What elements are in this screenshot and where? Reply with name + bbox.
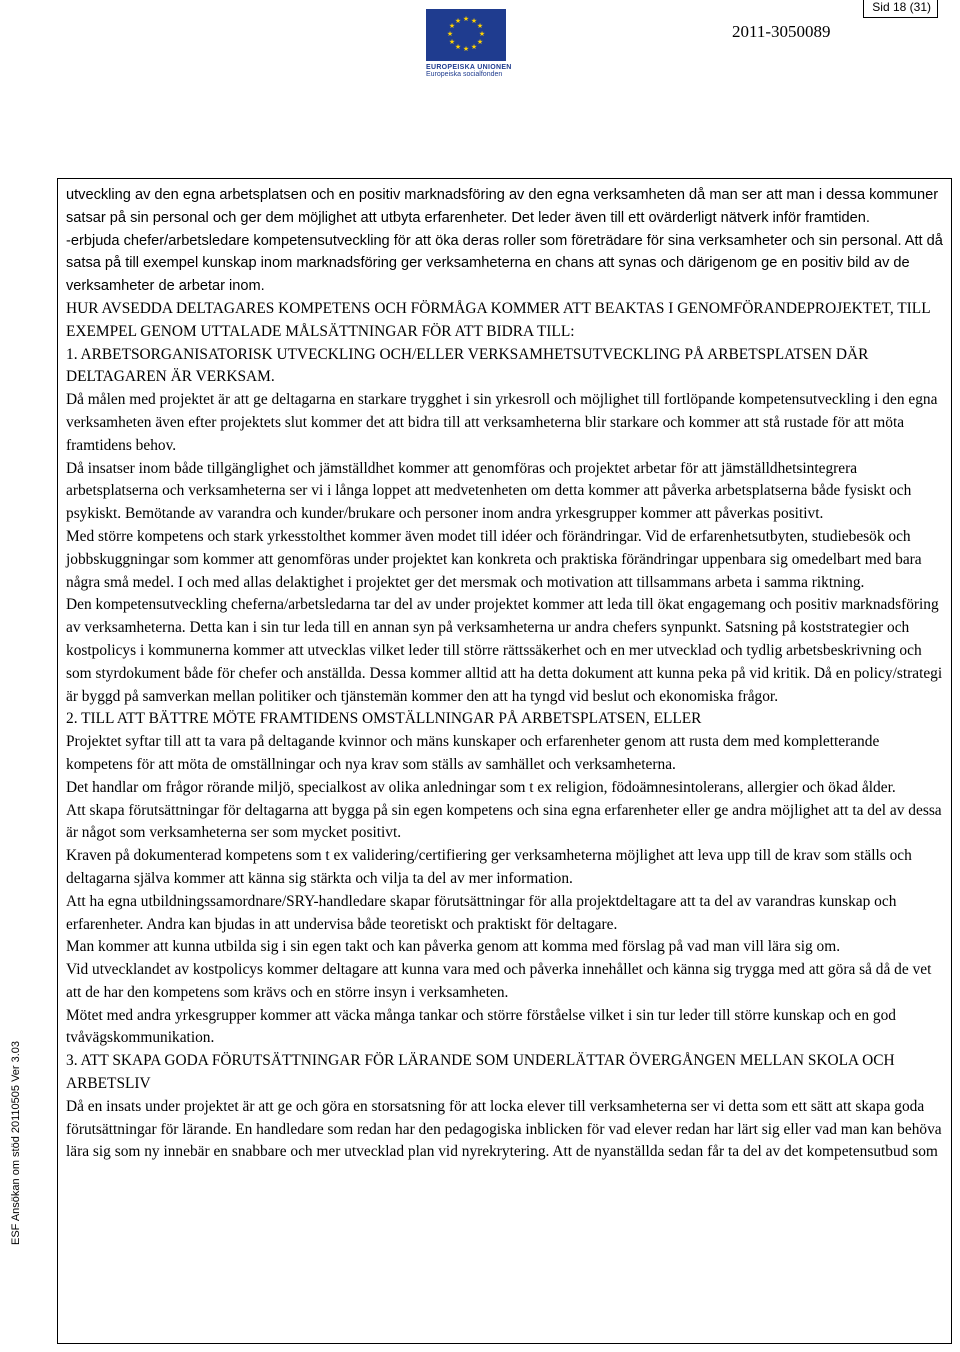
paragraph: Det handlar om frågor rörande miljö, specialkost av olika anledningar som t ex religion, födoämnesintolerans, allergier och ökad ålder.	[66, 778, 896, 796]
paragraph: Då insatser inom både tillgänglighet och jämställdhet kommer att genomföras och projektet arbetar för att jämställdhetsintegrera arbetsplatserna och verksamheterna ser vi i långa loppet att medvetenheten om detta kommer att påverka arbetsplatserna både fysiskt och psykiskt. Bemötande av varandra och kunder/brukare och personer inom andra yrkesgrupper kommer att påverkas positivt.	[66, 459, 912, 523]
paragraph: HUR AVSEDDA DELTAGARES KOMPETENS OCH FÖRMÅGA KOMMER ATT BEAKTAS I GENOMFÖRANDEPROJEKTET, TILL EXEMPEL GENOM UTTALADE MÅLSÄTTNINGAR FÖR ATT BIDRA TILL:	[66, 299, 931, 340]
paragraph: Projektet syftar till att ta vara på deltagande kvinnor och mäns kunskaper och erfarenheter genom att rusta dem med kompletterande kompetens för att möta de omställningar och nya krav som ställs av samhället och verksamheterna.	[66, 733, 880, 773]
paragraph: Då en insats under projektet är att ge och göra en storsatsning för att locka elever till verksamheterna ser vi detta som ett sätt att skapa goda förutsättningar för lärande. En handledare som redan har den pedagogiska inblicken för vad elever redan har lärt sig eller vad man kan behöva lära sig som ny innebär en snabbare och mer utvecklad plan vid nyrekrytering. Att de nyanställda sedan får ta del av det kompetensutbud som	[66, 1097, 942, 1161]
svg-text:★: ★	[462, 45, 470, 53]
svg-text:★: ★	[470, 43, 478, 51]
svg-text:★: ★	[462, 15, 470, 23]
svg-text:★: ★	[446, 30, 454, 38]
paragraph: -erbjuda chefer/arbetsledare kompetensutveckling för att öka deras roller som företrädare för sina verksamheter och sin personal. Att då satsa på till exempel kunskap inom marknadsföring ger verksamheterna en chans att synas och därigenom ge en positiv bild av de verksamheter de arbetar inom.	[66, 232, 943, 295]
eu-logo	[426, 9, 512, 87]
paragraph: 3. ATT SKAPA GODA FÖRUTSÄTTNINGAR FÖR LÄRANDE SOM UNDERLÄTTAR ÖVERGÅNGEN MELLAN SKOLA OCH ARBETSLIV	[66, 1052, 895, 1093]
page-number: Sid 18 (31)	[863, 0, 938, 18]
side-version-text: ESF Ansökan om stöd 20110505 Ver 3.03	[10, 1040, 22, 1245]
svg-text:★: ★	[478, 30, 486, 38]
svg-text:★: ★	[454, 17, 462, 25]
paragraph: Man kommer att kunna utbilda sig i sin egen takt och kan påverka genom att komma med förslag på vad man vill lära sig om.	[66, 938, 841, 956]
content-frame	[57, 178, 952, 1344]
reference-number: 2011-3050089	[732, 22, 831, 41]
svg-text:★: ★	[476, 22, 484, 30]
paragraph: Med större kompetens och stark yrkesstolthet kommer även modet till idéer och förändringar. Vid de erfarenhetsutbyten, studiebesök och jobbskuggningar som kommer att genomföras under projektet kan konkreta och praktiska förändringar uppenbara sig omedelbart med bara några små medel. I och med allas delaktighet i projektet ger det mersmak och motivation att tillsammans arbeta i samma riktning.	[66, 527, 922, 591]
eu-flag-icon	[426, 9, 506, 61]
paragraph: Den kompetensutveckling cheferna/arbetsledarna tar del av under projektet kommer att leda till ökat engagemang och positiv marknadsföring av verksamheterna. Detta kan i sin tur leda till en annan syn på verksamheterna ur andra chefers synpunkt. Satsning på koststrategier och kostpolicys i kommunerna kommer att utvecklas vilket leder till större rättssäkerhet och en mer utvecklad och tydlig arbetsbeskrivning och som styrdokument både för chefer och anställda. Dessa kommer alltid att ha detta dokument att kunna peka på vid kritik. Då en policy/strategi är byggd på samverkan mellan politiker och tjänstemän kommer den att ha tyngd vid beslut och ekonomiska frågor.	[66, 596, 943, 705]
logo-text-eu: EUROPEISKA UNIONEN	[426, 64, 512, 71]
document-body	[58, 179, 951, 1164]
svg-text:★: ★	[448, 22, 456, 30]
paragraph: utveckling av den egna arbetsplatsen och en positiv marknadsföring av den egna verksamheten då man ser att man i dessa kommuner satsar på sin personal och ger dem möjlighet att utbyta erfarenheter. Det leder även till ett ovärderligt nätverk inför framtiden.	[66, 187, 939, 226]
paragraph: Mötet med andra yrkesgrupper kommer att väcka många tankar och större förståelse vilket i sin tur leder till större kunskap och en god tvåvägskommunikation.	[66, 1006, 896, 1047]
paragraph: Då målen med projektet är att ge deltagarna en starkare trygghet i sin yrkesroll och möjlighet till fortlöpande kompetensutveckling i den egna verksamheten även efter projektets slut kommer det att bidra till att verksamheterna blir starkare och kommer att stå rustade för att möta framtidens behov.	[66, 391, 938, 454]
logo-text-esf: Europeiska socialfonden	[426, 71, 503, 78]
svg-text:★: ★	[476, 38, 484, 46]
paragraph: Kraven på dokumenterad kompetens som t ex validering/certifiering ger verksamheterna möjlighet att leva upp till de krav som ställs och deltagarna själva kommer att känna sig stärkta och vilja ta del av mer information.	[66, 847, 912, 887]
svg-text:★: ★	[470, 17, 478, 25]
paragraph: 2. TILL ATT BÄTTRE MÖTE FRAMTIDENS OMSTÄLLNINGAR PÅ ARBETSPLATSEN, ELLER	[66, 710, 702, 728]
paragraph: Att ha egna utbildningssamordnare/SRY-handledare skapar förutsättningar för alla projektdeltagare att ta del av varandras kunskap och erfarenheter. Andra kan bjudas in att undervisa både teoretiskt och praktiskt för deltagare.	[66, 892, 897, 933]
svg-text:★: ★	[448, 38, 456, 46]
svg-text:★: ★	[454, 43, 462, 51]
paragraph: Vid utvecklandet av kostpolicys kommer deltagare att kunna vara med och påverka innehållet och känna sig trygga med att göra så då de vet att de har den kompetens som krävs och en större insyn i verksamheten.	[66, 961, 932, 1001]
paragraph: Att skapa förutsättningar för deltagarna att bygga på sin egen kompetens och sina egna erfarenheter eller ge andra möjlighet att ta del av dessa är något som verksamheterna ser som mycket positivt.	[66, 801, 942, 842]
paragraph: 1. ARBETSORGANISATORISK UTVECKLING OCH/ELLER VERKSAMHETSUTVECKLING PÅ ARBETSPLATSEN DÄR DELTAGAREN ÄR VERKSAM.	[66, 345, 869, 386]
